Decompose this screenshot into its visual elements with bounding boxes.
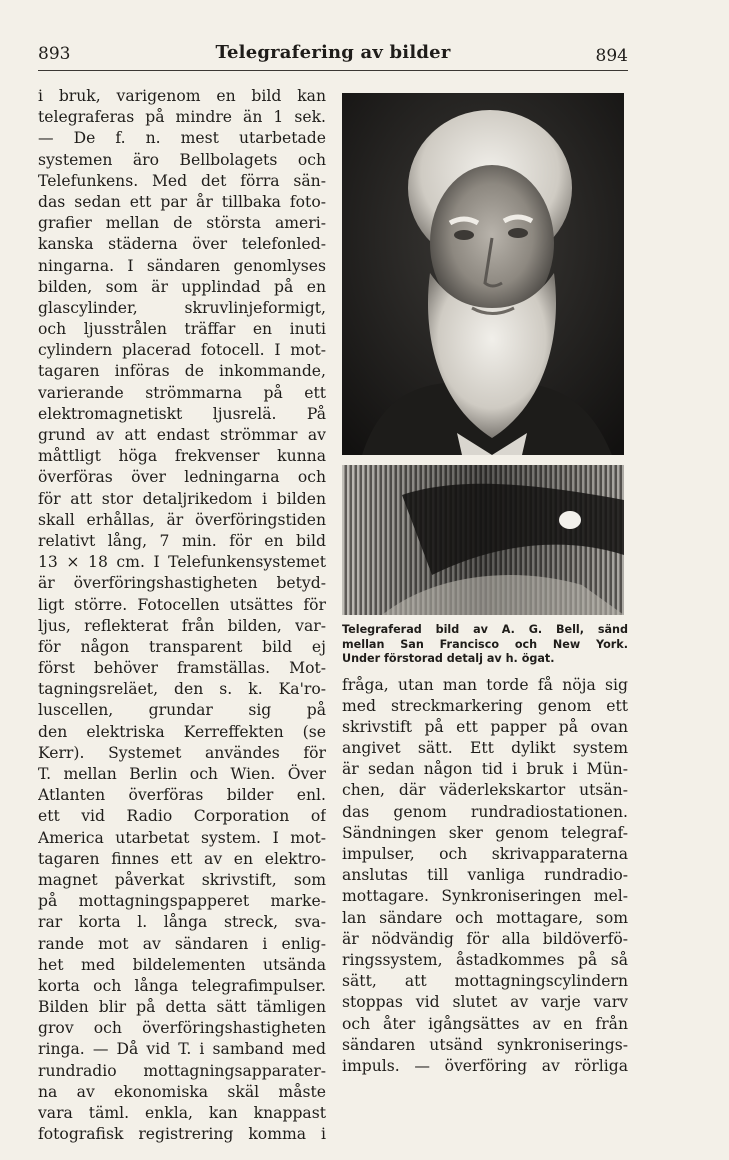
text-line: bilden, som är upplindad på en [38, 277, 326, 296]
text-line: magnet påverkat skrivstift, som [38, 870, 326, 889]
text-line: rande mot av sändaren i enlig- [38, 934, 326, 953]
text-line: skall erhållas, är överföringstiden [38, 510, 326, 529]
text-line: tagaren införas de inkommande, [38, 362, 326, 381]
text-line: fotografisk registrering komma i [38, 1125, 326, 1144]
text-line: grund av att endast strömmar av [38, 426, 326, 444]
text-line: varierande strömmarna på ett [38, 383, 326, 402]
text-line: impulser, och skrivapparaterna [342, 845, 628, 863]
text-line: Atlanten överföras bilder enl. [38, 786, 326, 805]
text-line: ljus, reflekterat från bilden, var- [38, 616, 326, 635]
text-line: och åter igångsättes av en från [342, 1014, 628, 1033]
text-line: sändaren utsänd synkroniserings- [342, 1035, 628, 1054]
text-line: relativt lång, 7 min. för en bild [38, 531, 326, 550]
text-line: das sedan ett par år tillbaka foto- [38, 192, 326, 211]
text-line: Telefunkens. Med det förra sän- [38, 171, 326, 190]
text-line: skrivstift på ett papper på ovan [342, 717, 628, 736]
text-line: med streckmarkering genom ett [342, 696, 628, 715]
page-number-right: 894 [595, 46, 628, 66]
text-line: cylindern placerad fotocell. I mot- [38, 341, 326, 360]
photo-caption [342, 623, 628, 667]
text-line: luscellen, grundar sig på [38, 701, 326, 720]
text-line: chen, där väderlekskartor utsän- [342, 781, 628, 800]
running-title: Telegrafering av bilder [215, 42, 451, 63]
text-line: — De f. n. mest utarbetade [38, 129, 326, 148]
text-line: na av ekonomiska skäl måste [38, 1082, 326, 1101]
text-line: är nödvändig för alla bildöverfö- [342, 929, 628, 948]
caption-line: Under förstorad detalj av h. ögat. [342, 652, 555, 665]
text-line: för någon transparent bild ej [38, 637, 326, 656]
enlarged-eye-detail-photo [342, 465, 624, 615]
text-line: mottagare. Synkroniseringen mel- [342, 887, 628, 906]
text-line: rundradio mottagningsapparater- [38, 1061, 326, 1080]
text-line: vara täml. enkla, kan knappast [38, 1104, 326, 1122]
text-line: Sändningen sker genom telegraf- [342, 823, 628, 842]
text-line: America utarbetat system. I mot- [38, 828, 326, 847]
text-line: sätt, att mottagningscylindern [342, 972, 628, 991]
text-line: het med bildelementen utsända [38, 955, 326, 974]
text-line: korta och långa telegrafimpulser. [38, 976, 326, 995]
left-column [38, 86, 326, 1145]
text-line: impuls. — överföring av rörliga [342, 1056, 628, 1075]
text-line: systemen äro Bellbolagets och [38, 150, 326, 169]
right-column-text [342, 675, 628, 1078]
text-line: tagaren finnes ett av en elektro- [38, 849, 326, 868]
text-line: på mottagningspapperet marke- [38, 892, 326, 911]
text-line: är sedan någon tid i bruk i Mün- [342, 760, 628, 779]
page-number-left: 893 [38, 44, 71, 64]
text-line: stoppas vid slutet av varje varv [342, 993, 628, 1012]
text-line: för att stor detaljrikedom i bilden [38, 489, 326, 508]
text-line: 13 × 18 cm. I Telefunkensystemet [38, 553, 326, 572]
text-line: ringssystem, åstadkommes på så [342, 950, 628, 969]
text-line: den elektriska Kerreffekten (se [38, 722, 326, 741]
bell-portrait-photo [342, 93, 624, 455]
text-line: T. mellan Berlin och Wien. Över [38, 765, 326, 783]
text-line: fråga, utan man torde få nöja sig [342, 675, 628, 694]
text-line: i bruk, varigenom en bild kan [38, 87, 326, 105]
text-line: grafier mellan de största ameri- [38, 214, 326, 233]
text-line: elektromagnetiskt ljusrelä. På [38, 404, 326, 423]
text-line: tagningsreläet, den s. k. Ka'ro- [38, 680, 326, 699]
text-line: och ljusstrålen träffar en inuti [38, 320, 326, 339]
page-header [38, 42, 628, 71]
text-line: ningarna. I sändaren genomlyses [38, 256, 326, 275]
right-column [342, 93, 628, 1077]
text-line: grov och överföringshastigheten [38, 1019, 326, 1038]
text-line: ett vid Radio Corporation of [38, 807, 326, 826]
text-line: är överföringshastigheten betyd- [38, 574, 326, 593]
text-line: ringa. — Då vid T. i samband med [38, 1040, 326, 1059]
text-line: anslutas till vanliga rundradio- [342, 866, 628, 885]
caption-line: Telegraferad bild av A. G. Bell, sänd [342, 623, 628, 636]
text-line: rar korta l. långa streck, sva- [38, 913, 326, 932]
text-line: telegraferas på mindre än 1 sek. [38, 108, 326, 127]
text-line: das genom rundradiostationen. [342, 802, 628, 821]
text-line: ligt större. Fotocellen utsättes för [38, 595, 326, 614]
caption-line: mellan San Francisco och New York. [342, 637, 628, 651]
text-line: kanska städerna över telefonled- [38, 235, 326, 254]
text-line: måttligt höga frekvenser kunna [38, 447, 326, 466]
text-line: Kerr). Systemet användes för [38, 743, 326, 762]
text-line: överföras över ledningarna och [38, 468, 326, 487]
text-line: Bilden blir på detta sätt tämligen [38, 998, 326, 1017]
text-line: först behöver framställas. Mot- [38, 659, 326, 678]
text-line: lan sändare och mottagare, som [342, 908, 628, 927]
text-line: angivet sätt. Ett dylikt system [342, 739, 628, 758]
text-line: glascylinder, skruvlinjeformigt, [38, 298, 326, 317]
